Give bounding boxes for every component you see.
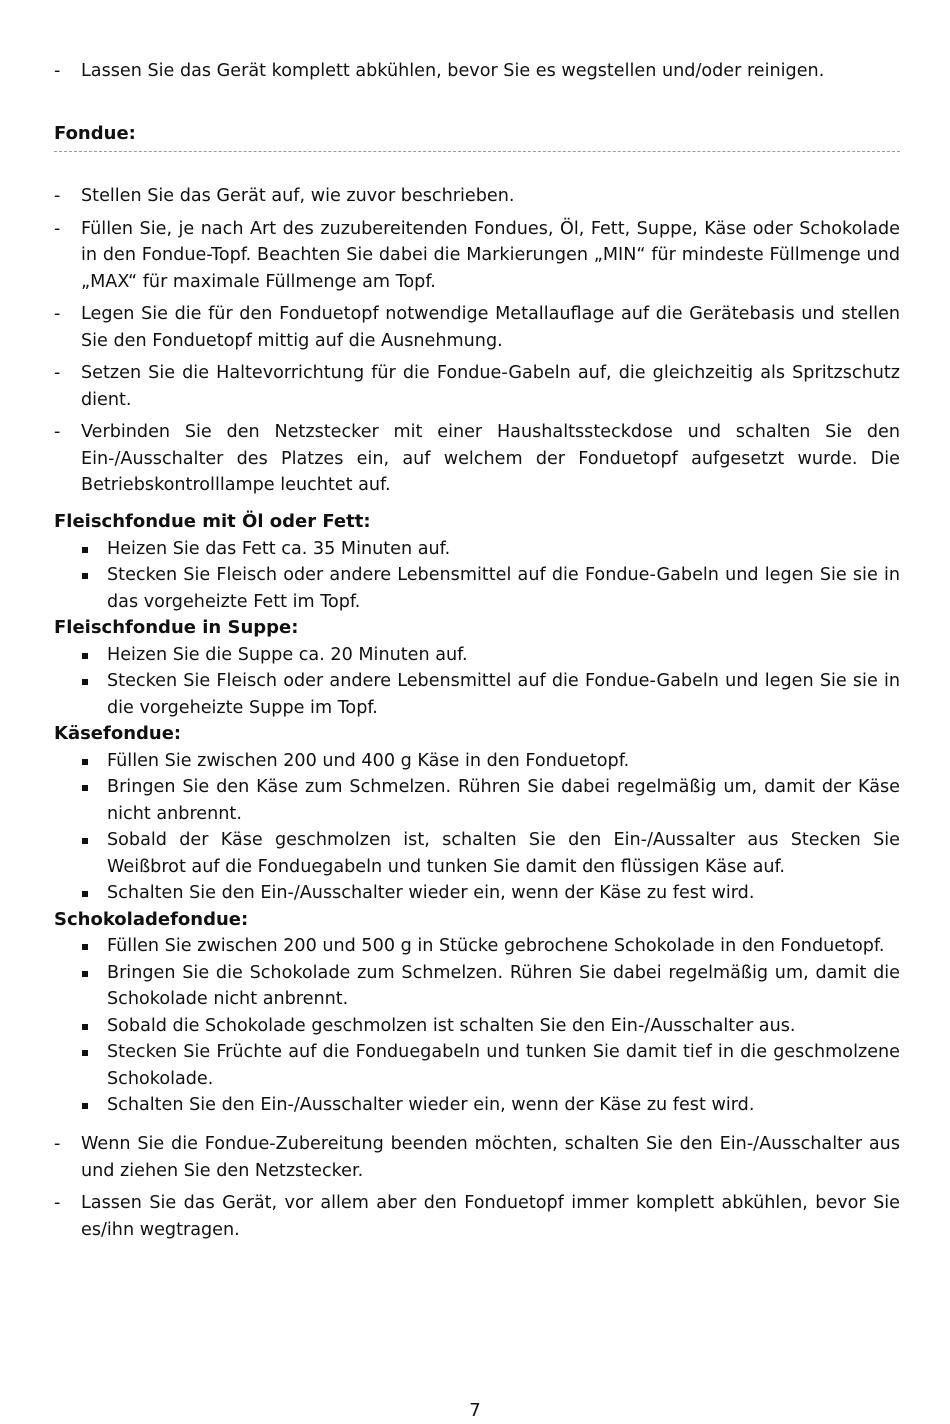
- section-title: Fondue:: [54, 123, 136, 144]
- bullet-item: [54, 748, 900, 775]
- square-bullet-icon: [82, 759, 88, 765]
- item-text: Legen Sie die für den Fonduetopf notwendige Metallauflage auf die Gerätebasis und stellen Sie den Fonduetopf mittig auf die Ausnehmung.: [81, 304, 900, 351]
- dash-marker: -: [54, 1193, 61, 1213]
- subsection-title: Fleischfondue in Suppe:: [54, 617, 299, 638]
- item-text: Sobald die Schokolade geschmolzen ist schalten Sie den Ein-/Ausschalter aus.: [107, 1015, 796, 1036]
- dash-marker: -: [54, 422, 61, 442]
- bullet-item: [54, 774, 900, 827]
- bullet-item: [54, 880, 900, 907]
- square-bullet-icon: [82, 971, 88, 977]
- item-text: Schalten Sie den Ein-/Ausschalter wieder ein, wenn der Käse zu fest wird.: [107, 1095, 755, 1115]
- square-bullet-icon: [82, 944, 88, 950]
- item-text: Füllen Sie zwischen 200 und 400 g Käse in den Fonduetopf.: [107, 750, 630, 771]
- item-text: Bringen Sie den Käse zum Schmelzen. Rühren Sie dabei regelmäßig um, damit der Käse nicht anbrennt.: [107, 777, 900, 824]
- list-item: [54, 1131, 900, 1184]
- item-text: Stecken Sie Früchte auf die Fonduegabeln und tunken Sie damit tief in die geschmolzene Schokolade.: [107, 1042, 900, 1089]
- dash-marker: -: [54, 304, 61, 324]
- list-item: [54, 360, 900, 413]
- square-bullet-icon: [82, 1103, 88, 1109]
- dash-marker: -: [54, 186, 61, 206]
- list-item: [54, 183, 900, 210]
- bullet-item: [54, 827, 900, 880]
- item-text: Verbinden Sie den Netzstecker mit einer Haushaltssteckdose und schalten Sie den Ein-/Ausschalter des Platzes ein, auf welchem der Fonduetopf aufgesetzt wurde. Die Betriebskontrolllampe leuchtet auf.: [81, 422, 900, 495]
- square-bullet-icon: [82, 653, 88, 659]
- item-text: Setzen Sie die Haltevorrichtung für die Fondue-Gabeln auf, die gleichzeitig als Spritzschutz dient.: [81, 363, 900, 410]
- bullet-item: [54, 1092, 900, 1119]
- item-text: Stecken Sie Fleisch oder andere Lebensmittel auf die Fondue-Gabeln und legen Sie sie in das vorgeheizte Fett im Topf.: [107, 565, 900, 612]
- subsection-title: Schokoladefondue:: [54, 908, 249, 930]
- square-bullet-icon: [82, 679, 88, 685]
- bullet-item: [54, 1013, 900, 1040]
- section-heading: [54, 121, 900, 152]
- item-text: Heizen Sie die Suppe ca. 20 Minuten auf.: [107, 644, 468, 665]
- item-text: Füllen Sie zwischen 200 und 500 g in Stücke gebrochene Schokolade in den Fonduetopf.: [107, 936, 885, 956]
- square-bullet-icon: [82, 573, 88, 579]
- square-bullet-icon: [82, 785, 88, 791]
- item-text: Lassen Sie das Gerät komplett abkühlen, bevor Sie es wegstellen und/oder reinigen.: [81, 61, 825, 81]
- dash-marker: -: [54, 363, 61, 383]
- subsection-title: Käsefondue:: [54, 723, 182, 744]
- square-bullet-icon: [82, 547, 88, 553]
- bullet-item: [54, 642, 900, 669]
- item-text: Stellen Sie das Gerät auf, wie zuvor beschrieben.: [81, 186, 515, 206]
- dash-marker: -: [54, 218, 61, 239]
- item-text: Sobald der Käse geschmolzen ist, schalten Sie den Ein-/Aussalter aus Stecken Sie Weißbrot auf die Fonduegabeln und tunken Sie damit den flüssigen Käse auf.: [107, 830, 900, 877]
- item-text: Füllen Sie, je nach Art des zuzubereitenden Fondues, Öl, Fett, Suppe, Käse oder Schokolade in den Fondue-Topf. Beachten Sie dabei die Markierungen „MIN“ für mindeste Füllmenge und „MAX“ für maximale Füllmenge am Topf.: [81, 218, 900, 292]
- square-bullet-icon: [82, 838, 88, 844]
- list-item: [54, 216, 900, 296]
- list-item: [54, 301, 900, 354]
- list-item: [54, 58, 927, 85]
- final-steps-list: [54, 1131, 900, 1243]
- bullet-item: [54, 1039, 900, 1092]
- steps-list: [54, 183, 900, 499]
- item-text: Wenn Sie die Fondue-Zubereitung beenden möchten, schalten Sie den Ein-/Ausschalter aus und ziehen Sie den Netzstecker.: [81, 1134, 900, 1181]
- subsection-title: Fleischfondue mit Öl oder Fett:: [54, 511, 371, 532]
- square-bullet-icon: [82, 1050, 88, 1056]
- bullet-item: [54, 668, 900, 721]
- bullet-item: [54, 933, 900, 960]
- bullet-item: [54, 536, 900, 563]
- item-text: Bringen Sie die Schokolade zum Schmelzen. Rühren Sie dabei regelmäßig um, damit die Schokolade nicht anbrennt.: [107, 962, 900, 1009]
- fondue-variants: [54, 509, 900, 1119]
- square-bullet-icon: [82, 891, 88, 897]
- page-number: 7: [469, 1400, 481, 1421]
- item-text: Schalten Sie den Ein-/Ausschalter wieder ein, wenn der Käse zu fest wird.: [107, 883, 755, 903]
- item-text: Stecken Sie Fleisch oder andere Lebensmittel auf die Fondue-Gabeln und legen Sie sie in die vorgeheizte Suppe im Topf.: [107, 671, 900, 718]
- bullet-item: [54, 960, 900, 1013]
- bullet-item: [54, 562, 900, 615]
- list-item: [54, 419, 900, 499]
- list-item: [54, 1190, 900, 1243]
- item-text: Lassen Sie das Gerät, vor allem aber den Fonduetopf immer komplett abkühlen, bevor Sie es/ihn wegtragen.: [81, 1193, 900, 1240]
- item-text: Heizen Sie das Fett ca. 35 Minuten auf.: [107, 538, 451, 559]
- square-bullet-icon: [82, 1024, 88, 1030]
- dash-marker: -: [54, 61, 61, 81]
- dash-marker: -: [54, 1134, 61, 1154]
